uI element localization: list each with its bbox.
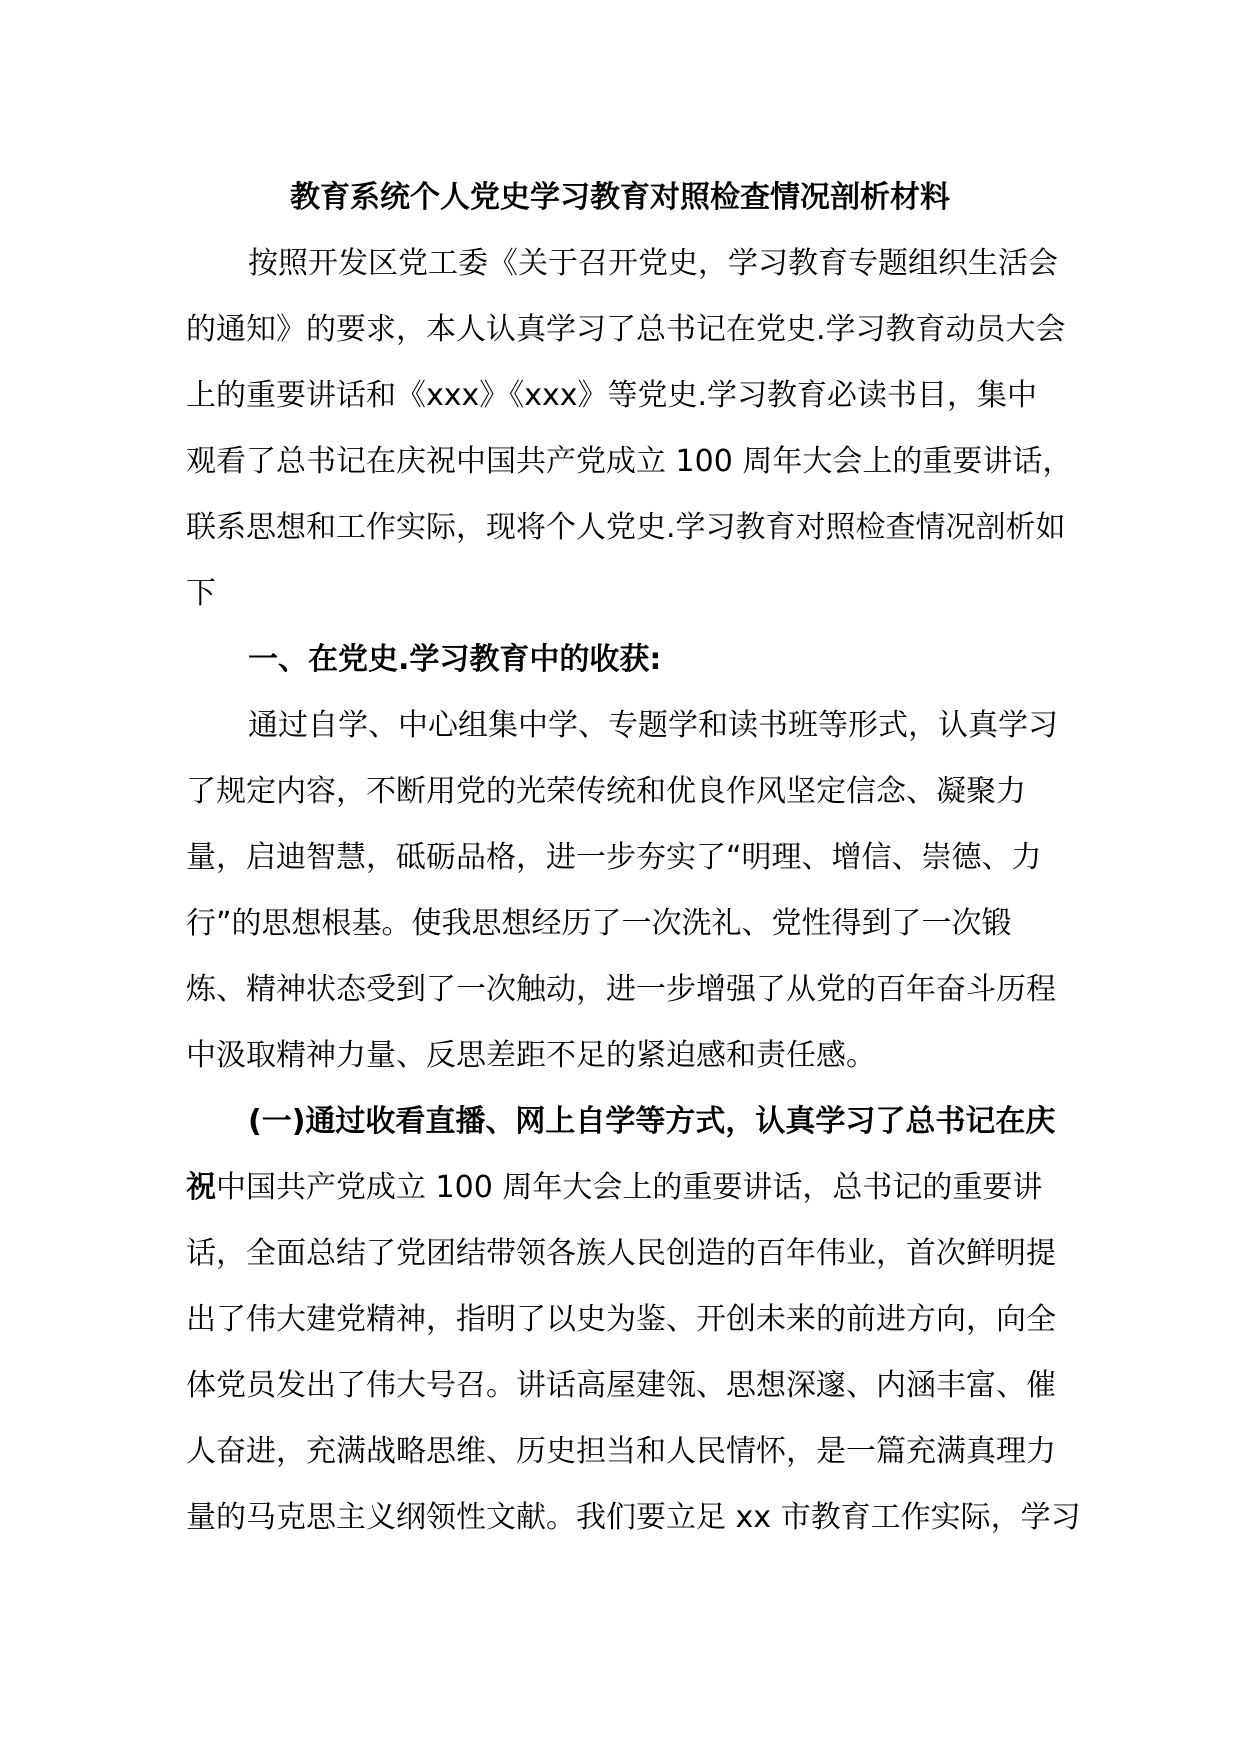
subsection-line: 量的马克思主义纲领性文献。我们要立足 xx 市教育工作实际，学习: [186, 1500, 1081, 1535]
intro-line: 按照开发区党工委《关于召开党史，学习教育专题组织生活会: [248, 246, 1058, 281]
subsection-line: 话，全面总结了党团结带领各族人民创造的百年伟业，首次鲜明提: [186, 1236, 1056, 1271]
subsection-heading-tail: 祝: [186, 1170, 216, 1205]
section-line: 量，启迪智慧，砥砺品格，进一步夯实了“明理、增信、崇德、力: [186, 840, 1042, 875]
section-line: 炼、精神状态受到了一次触动，进一步增强了从党的百年奋斗历程: [186, 972, 1056, 1007]
subsection-heading: (一)通过收看直播、网上自学等方式，认真学习了总书记在庆: [248, 1104, 1056, 1139]
intro-line: 联系思想和工作实际，现将个人党史.学习教育对照检查情况剖析如: [186, 510, 1066, 545]
subsection-line: 体党员发出了伟大号召。讲话高屋建瓴、思想深邃、内涵丰富、催: [186, 1368, 1056, 1403]
subsection-line-text: 中国共产党成立 100 周年大会上的重要讲话，总书记的重要讲: [216, 1170, 1043, 1205]
section-line: 了规定内容，不断用党的光荣传统和优良作风坚定信念、凝聚力: [186, 774, 1026, 809]
section-heading: 一、在党史.学习教育中的收获:: [248, 642, 662, 677]
section-line: 行”的思想根基。使我思想经历了一次洗礼、党性得到了一次锻: [186, 906, 1012, 941]
intro-line: 观看了总书记在庆祝中国共产党成立 100 周年大会上的重要讲话，: [186, 444, 1073, 479]
intro-line: 上的重要讲话和《xxx》《xxx》等党史.学习教育必读书目，集中: [186, 378, 1038, 413]
section-line: 中汲取精神力量、反思差距不足的紧迫感和责任感。: [186, 1038, 876, 1073]
intro-line: 的通知》的要求，本人认真学习了总书记在党史.学习教育动员大会: [186, 312, 1066, 347]
subsection-line: 出了伟大建党精神，指明了以史为鉴、开创未来的前进方向，向全: [186, 1302, 1056, 1337]
intro-line: 下: [186, 576, 216, 611]
subsection-line: [186, 1155, 1056, 1221]
document-body: [186, 231, 1081, 1551]
document-title: 教育系统个人党史学习教育对照检查情况剖析材料: [290, 180, 950, 215]
section-line: 通过自学、中心组集中学、专题学和读书班等形式，认真学习: [248, 708, 1058, 743]
subsection-line: 人奋进，充满战略思维、历史担当和人民情怀，是一篇充满真理力: [186, 1434, 1056, 1469]
